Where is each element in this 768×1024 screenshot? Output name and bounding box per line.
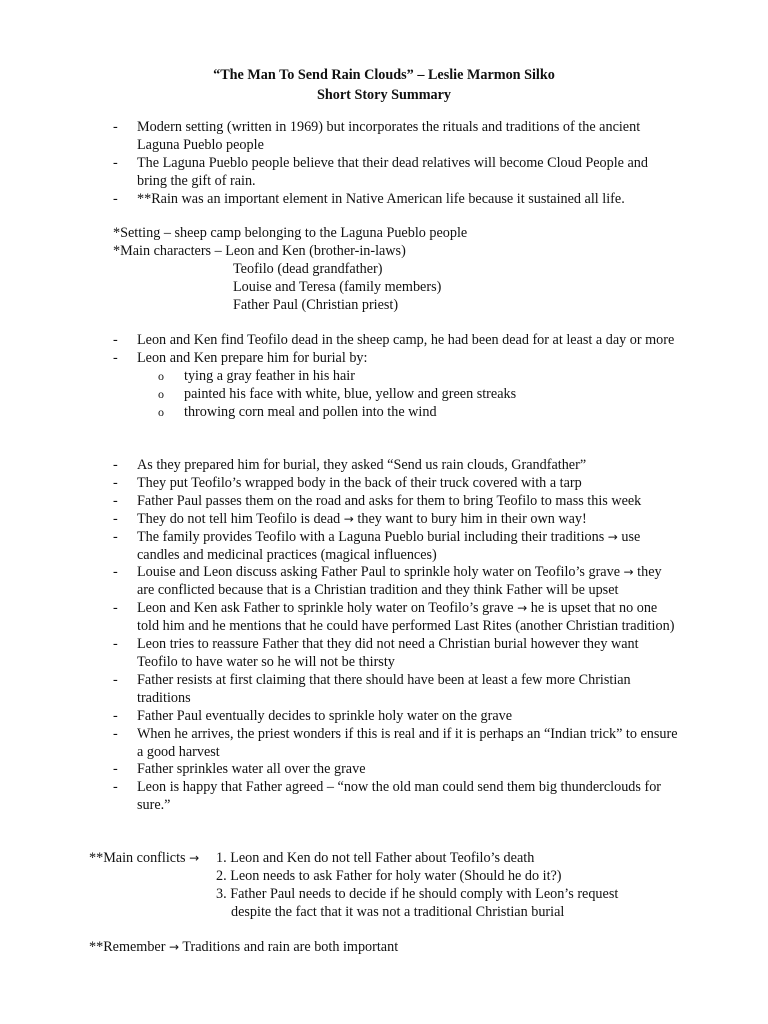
- circle-bullet-icon: o: [158, 386, 164, 401]
- list-item: - When he arrives, the priest wonders if this is real and if it is perhaps an “Indian trick” to ensure a good harvest: [113, 725, 678, 760]
- subtitle-line: Short Story Summary: [317, 87, 451, 103]
- dash-bullet: -: [113, 510, 118, 527]
- setting-line: *Setting – sheep camp belonging to the Laguna Pueblo people: [113, 225, 468, 241]
- dash-bullet: -: [113, 492, 118, 509]
- dash-bullet: -: [113, 671, 118, 688]
- sub-list-item: o painted his face with white, blue, yellow and green streaks: [158, 385, 517, 402]
- dash-bullet: -: [113, 761, 118, 778]
- dash-bullet: -: [113, 154, 118, 171]
- list-item: - The family provides Teofilo with a Laguna Pueblo burial including their traditions → use candles and medicinal practices (magical influences): [113, 528, 641, 563]
- dash-bullet: -: [113, 457, 118, 473]
- arrow-right-icon: →: [343, 511, 354, 526]
- list-item: - They put Teofilo’s wrapped body in the back of their truck covered with a tarp: [113, 474, 582, 491]
- dash-bullet: -: [113, 119, 118, 135]
- list-item: - Father sprinkles water all over the grave: [113, 761, 366, 778]
- dash-bullet: -: [113, 779, 118, 796]
- conflict-item: 3. Father Paul needs to decide if he should comply with Leon’s request: [216, 885, 619, 902]
- list-item: - Louise and Leon discuss asking Father Paul to sprinkle holy water on Teofilo’s grave → they are conflicted because that is a Christian tradition and they think Father will be upset: [113, 564, 662, 599]
- dash-bullet: -: [113, 600, 118, 617]
- dash-bullet: -: [113, 190, 118, 207]
- character-item: Louise and Teresa (family members): [233, 278, 442, 295]
- list-item: - **Rain was an important element in Native American life because it sustained all life.: [113, 190, 625, 207]
- list-item: - Leon and Ken prepare him for burial by: o tying a gray feather in his hair o painted his face with white, blue, yellow and green streaks o throwing corn meal and pollen into the wind: [113, 350, 678, 422]
- conflict-item: 2. Leon needs to ask Father for holy water (Should he do it?): [216, 867, 562, 884]
- arrow-right-icon: →: [189, 851, 200, 865]
- list-item: - Leon tries to reassure Father that they did not need a Christian burial however they want Teofilo to have water so he will not be thirsty: [113, 636, 639, 670]
- conflicts-label: **Main conflicts →: [89, 850, 200, 866]
- dash-bullet: -: [113, 564, 118, 581]
- conflicts-list: [216, 850, 696, 922]
- character-item: Father Paul (Christian priest): [233, 296, 399, 313]
- sub-list-item: o throwing corn meal and pollen into the wind: [158, 403, 437, 420]
- list-item: - Modern setting (written in 1969) but incorporates the rituals and traditions of the ancient Laguna Pueblo people: [113, 119, 641, 153]
- list-item: - Leon is happy that Father agreed – “now the old man could send them big thunderclouds for sure.”: [113, 779, 662, 814]
- sub-list-item: o tying a gray feather in his hair: [158, 367, 355, 384]
- remember-line: **Remember → Traditions and rain are both important: [89, 939, 399, 955]
- document-title: [0, 65, 768, 105]
- conflict-item: 1. Leon and Ken do not tell Father about Teofilo’s death: [216, 850, 535, 866]
- dash-bullet: -: [113, 636, 118, 653]
- arrow-right-icon: →: [607, 529, 618, 544]
- list-item: - Father resists at first claiming that there should have been at least a few more Christian traditions: [113, 671, 631, 706]
- intro-list: [113, 119, 673, 209]
- circle-bullet-icon: o: [158, 368, 164, 383]
- arrow-right-icon: →: [623, 565, 634, 580]
- dash-bullet: -: [113, 725, 118, 742]
- list-item: - Leon and Ken find Teofilo dead in the sheep camp, he had been dead for at least a day or more: [113, 332, 675, 348]
- dash-bullet: -: [113, 474, 118, 491]
- plot-list-a: [113, 332, 678, 422]
- arrow-right-icon: →: [517, 601, 528, 616]
- dash-bullet: -: [113, 528, 118, 545]
- circle-bullet-icon: o: [158, 404, 164, 419]
- dash-bullet: -: [113, 707, 118, 724]
- list-item: - They do not tell him Teofilo is dead → they want to bury him in their own way!: [113, 510, 587, 527]
- list-item: - The Laguna Pueblo people believe that their dead relatives will become Cloud People and bring the gift of rain.: [113, 154, 648, 189]
- plot-list-b: [113, 457, 681, 815]
- burial-steps: [158, 368, 678, 422]
- list-item: - Father Paul eventually decides to sprinkle holy water on the grave: [113, 707, 513, 724]
- conflict-item-continued: despite the fact that it was not a traditional Christian burial: [231, 903, 565, 920]
- dash-bullet: -: [113, 349, 118, 366]
- dash-bullet: -: [113, 332, 118, 348]
- list-item: - As they prepared him for burial, they asked “Send us rain clouds, Grandfather”: [113, 457, 587, 473]
- character-item: Teofilo (dead grandfather): [233, 260, 383, 277]
- setting-characters: [113, 225, 693, 315]
- title-line: “The Man To Send Rain Clouds” – Leslie Marmon Silko: [213, 67, 555, 83]
- list-item: - Leon and Ken ask Father to sprinkle holy water on Teofilo’s grave → he is upset that no one told him and he mentions that he could have performed Last Rites (another Christian tradition): [113, 600, 675, 635]
- arrow-right-icon: →: [168, 940, 180, 954]
- characters-line: *Main characters – Leon and Ken (brother-in-laws): [113, 242, 406, 259]
- list-item: - Father Paul passes them on the road and asks for them to bring Teofilo to mass this week: [113, 492, 642, 509]
